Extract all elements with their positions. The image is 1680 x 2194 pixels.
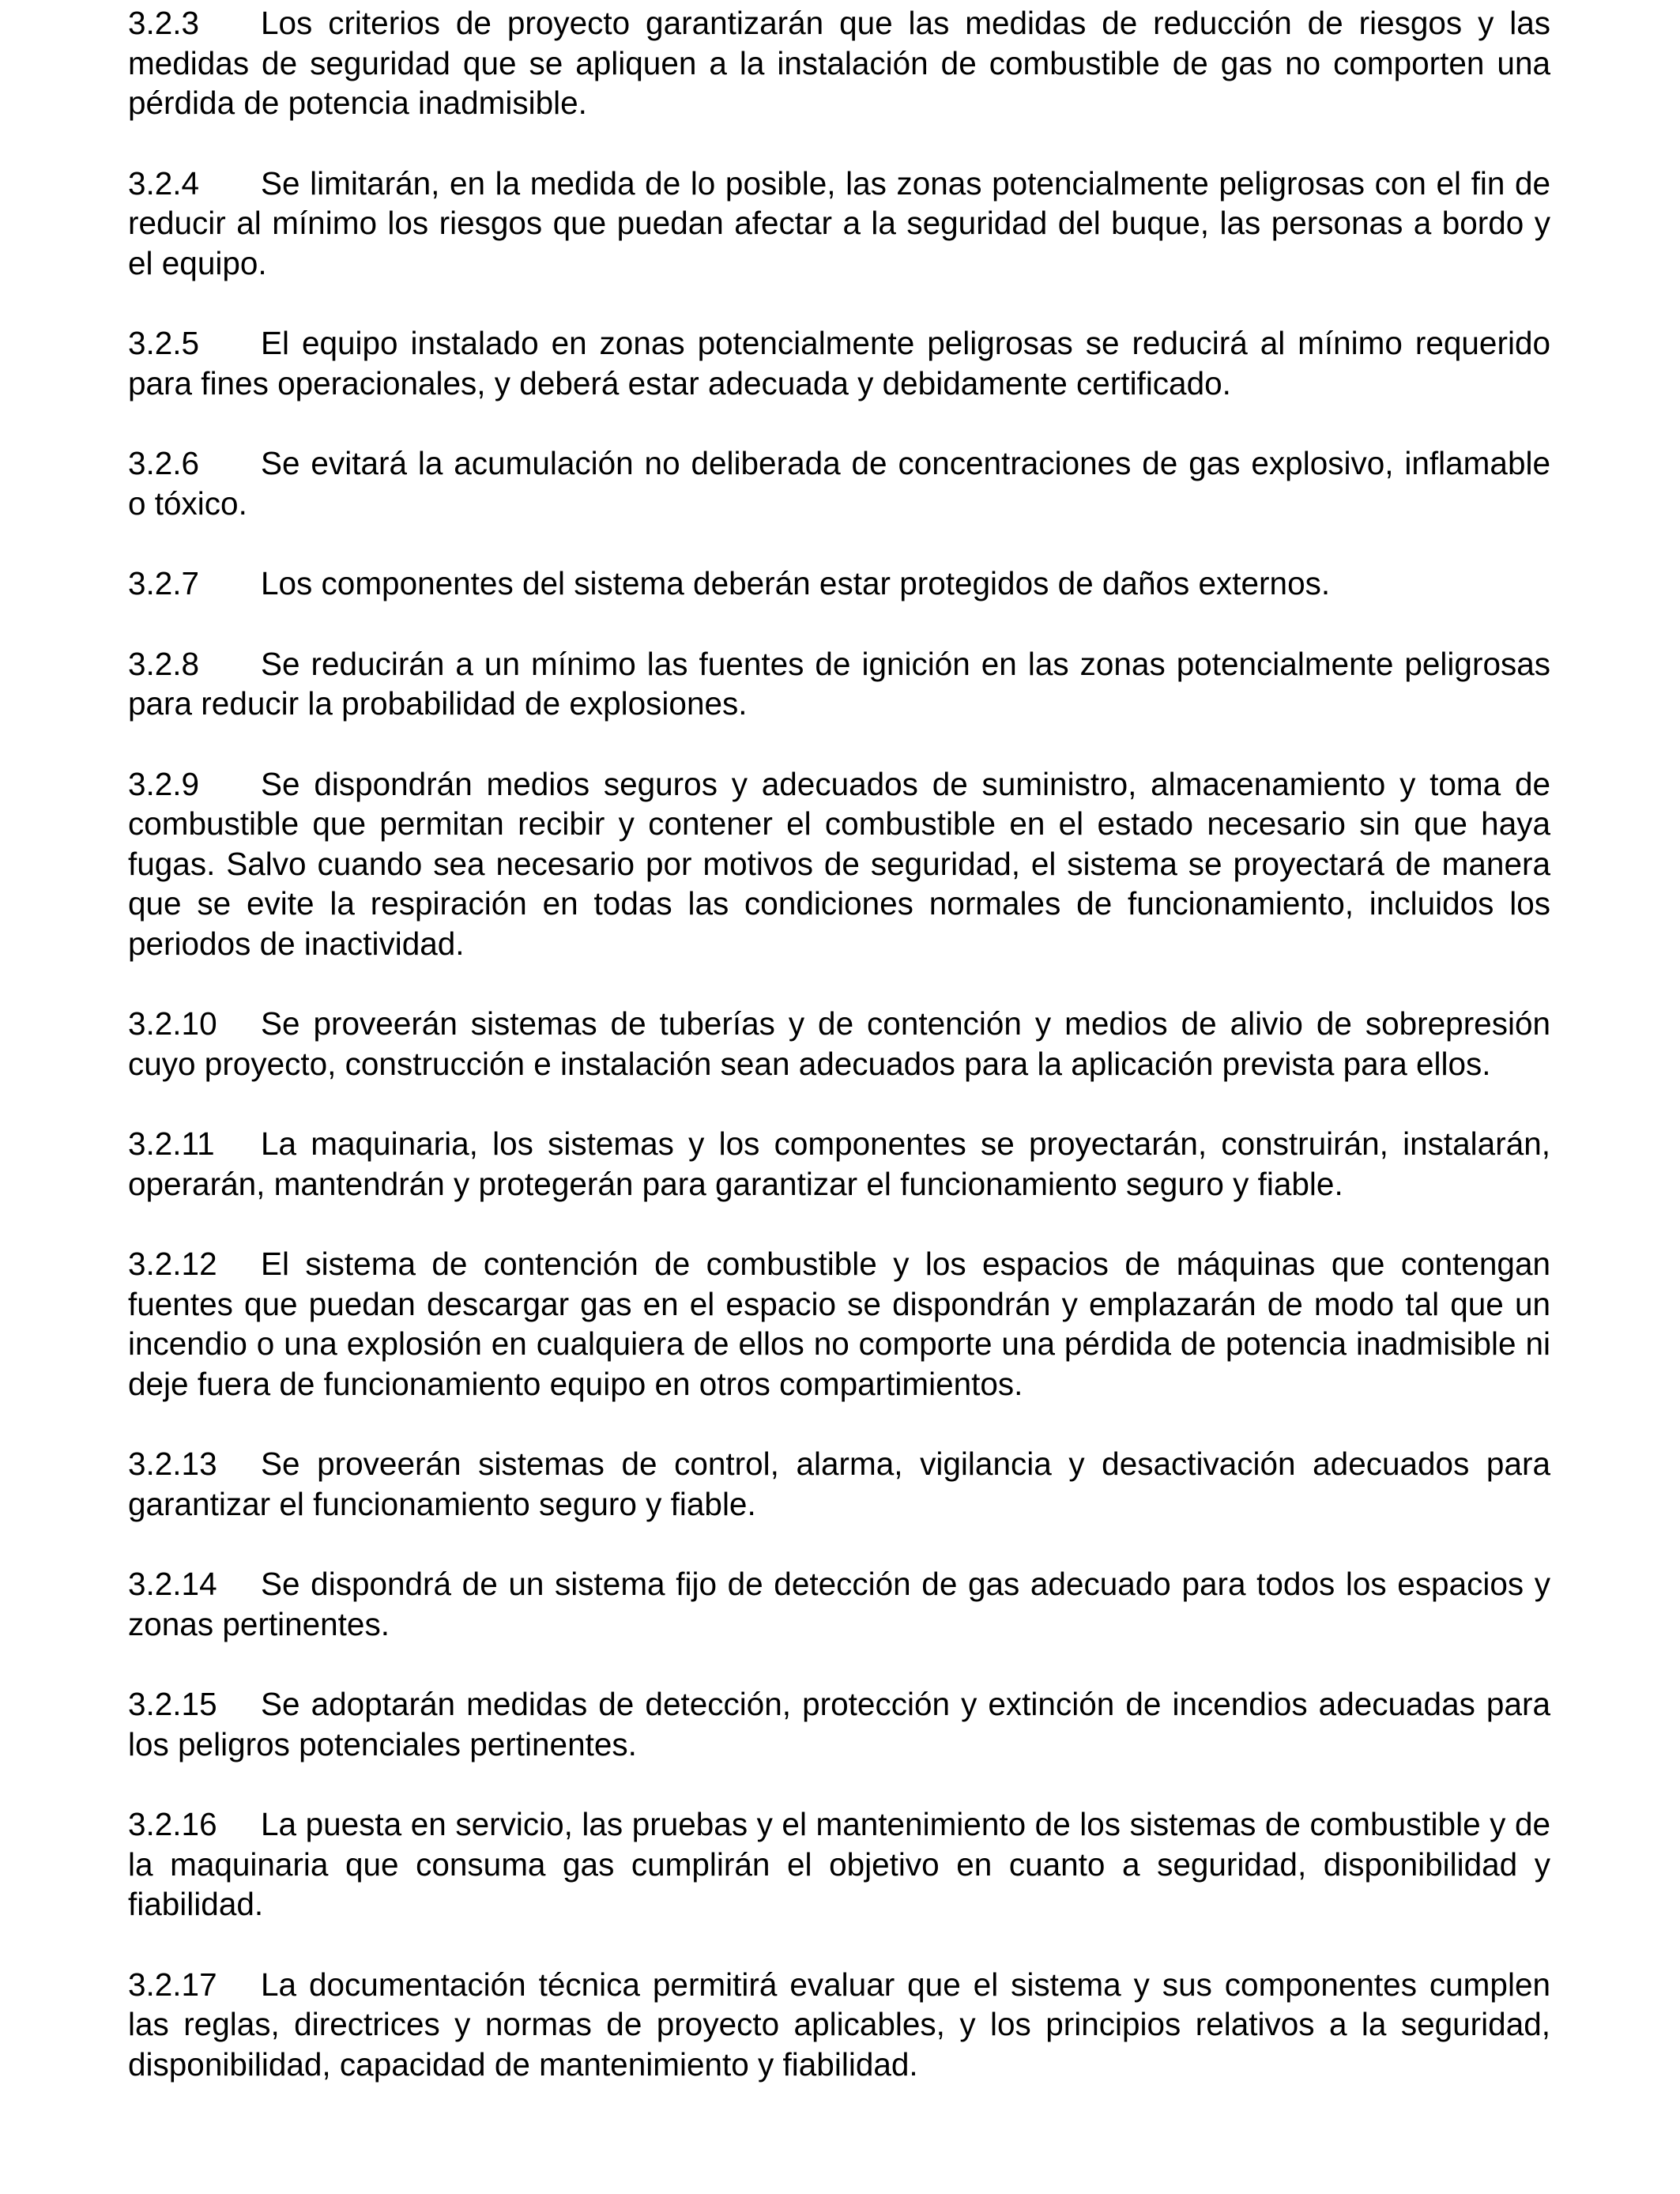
paragraph-number: 3.2.6 [128,445,200,481]
paragraph-number: 3.2.16 [128,1806,217,1842]
paragraph-text: El equipo instalado en zonas potencialmente peligrosas se reducirá al mínimo requerido para fines operacionales, y deberá estar adecuada y debidamente certificado. [128,325,1550,401]
paragraph-number: 3.2.12 [128,1246,217,1282]
paragraph-text: Se limitarán, en la medida de lo posible, las zonas potencialmente peligrosas con el fin de reducir al mínimo los riesgos que puedan afectar a la seguridad del buque, las personas a bordo y el equipo. [128,164,1550,281]
paragraph-number: 3.2.3 [128,5,200,41]
paragraph-3-2-8 [128,644,1550,724]
paragraph-3-2-3 [128,3,1550,123]
paragraph-3-2-17 [128,1965,1550,2085]
paragraph-3-2-11 [128,1124,1550,1204]
paragraph-number: 3.2.7 [128,565,200,601]
paragraph-number: 3.2.15 [128,1686,217,1722]
paragraph-3-2-12 [128,1244,1550,1404]
paragraph-text: Se proveerán sistemas de tuberías y de contención y medios de alivio de sobrepresión cuyo proyecto, construcción e instalación sean adecuados para la aplicación prevista para ellos. [128,1005,1550,1082]
paragraph-number: 3.2.9 [128,765,200,802]
paragraph-3-2-9 [128,764,1550,964]
paragraph-3-2-5 [128,323,1550,403]
paragraph-number: 3.2.10 [128,1005,217,1042]
paragraph-text: La documentación técnica permitirá evaluar que el sistema y sus componentes cumplen las reglas, directrices y normas de proyecto aplicables, y los principios relativos a la seguridad, disponibilidad, capacidad de mantenimiento y fiabilidad. [128,1966,1550,2083]
paragraph-number: 3.2.14 [128,1566,217,1602]
paragraph-text: Los componentes del sistema deberán estar protegidos de daños externos. [261,565,1331,601]
paragraph-number: 3.2.4 [128,164,200,202]
paragraph-3-2-4 [128,164,1550,284]
paragraph-number: 3.2.8 [128,645,200,682]
paragraph-text: Se adoptarán medidas de detección, protección y extinción de incendios adecuadas para los peligros potenciales pertinentes. [128,1686,1550,1762]
paragraph-3-2-10 [128,1004,1550,1084]
paragraph-3-2-14 [128,1564,1550,1644]
paragraph-3-2-15 [128,1684,1550,1764]
paragraph-number: 3.2.5 [128,325,200,361]
paragraph-text: Se reducirán a un mínimo las fuentes de ignición en las zonas potencialmente peligrosas para reducir la probabilidad de explosiones. [128,645,1550,722]
paragraph-text: La maquinaria, los sistemas y los componentes se proyectarán, construirán, instalarán, operarán, mantendrán y protegerán para garantizar el funcionamiento seguro y fiable. [128,1125,1550,1202]
paragraph-3-2-16 [128,1804,1550,1924]
paragraph-3-2-7 [128,564,1550,604]
document-page [128,3,1550,2124]
paragraph-text: Se dispondrán medios seguros y adecuados de suministro, almacenamiento y toma de combustible que permitan recibir y contener el combustible en el estado necesario sin que haya fugas. Salvo cuando sea necesario por motivos de seguridad, el sistema se proyectará de manera que se evite la respiración en todas las condiciones normales de funcionamiento, incluidos los periodos de inactividad. [128,765,1550,962]
paragraph-3-2-13 [128,1444,1550,1524]
paragraph-text: La puesta en servicio, las pruebas y el mantenimiento de los sistemas de combustible y de la maquinaria que consuma gas cumplirán el objetivo en cuanto a seguridad, disponibilidad y fiabilidad. [128,1806,1550,1922]
paragraph-text: Se proveerán sistemas de control, alarma, vigilancia y desactivación adecuados para garantizar el funcionamiento seguro y fiable. [128,1446,1550,1522]
paragraph-text: El sistema de contención de combustible y los espacios de máquinas que contengan fuentes que puedan descargar gas en el espacio se dispondrán y emplazarán de modo tal que un incendio o una explosión en cualquiera de ellos no comporte una pérdida de potencia inadmisible ni deje fuera de funcionamiento equipo en otros compartimientos. [128,1246,1550,1402]
paragraph-3-2-6 [128,443,1550,523]
paragraph-text: Se evitará la acumulación no deliberada de concentraciones de gas explosivo, inflamable o tóxico. [128,445,1550,522]
paragraph-text: Se dispondrá de un sistema fijo de detección de gas adecuado para todos los espacios y zonas pertinentes. [128,1566,1550,1642]
paragraph-number: 3.2.13 [128,1446,217,1482]
paragraph-text: Los criterios de proyecto garantizarán que las medidas de reducción de riesgos y las medidas de seguridad que se apliquen a la instalación de combustible de gas no comporten una pérdida de potencia inadmisible. [128,5,1550,121]
paragraph-number: 3.2.11 [128,1125,215,1162]
paragraph-number: 3.2.17 [128,1966,217,2003]
